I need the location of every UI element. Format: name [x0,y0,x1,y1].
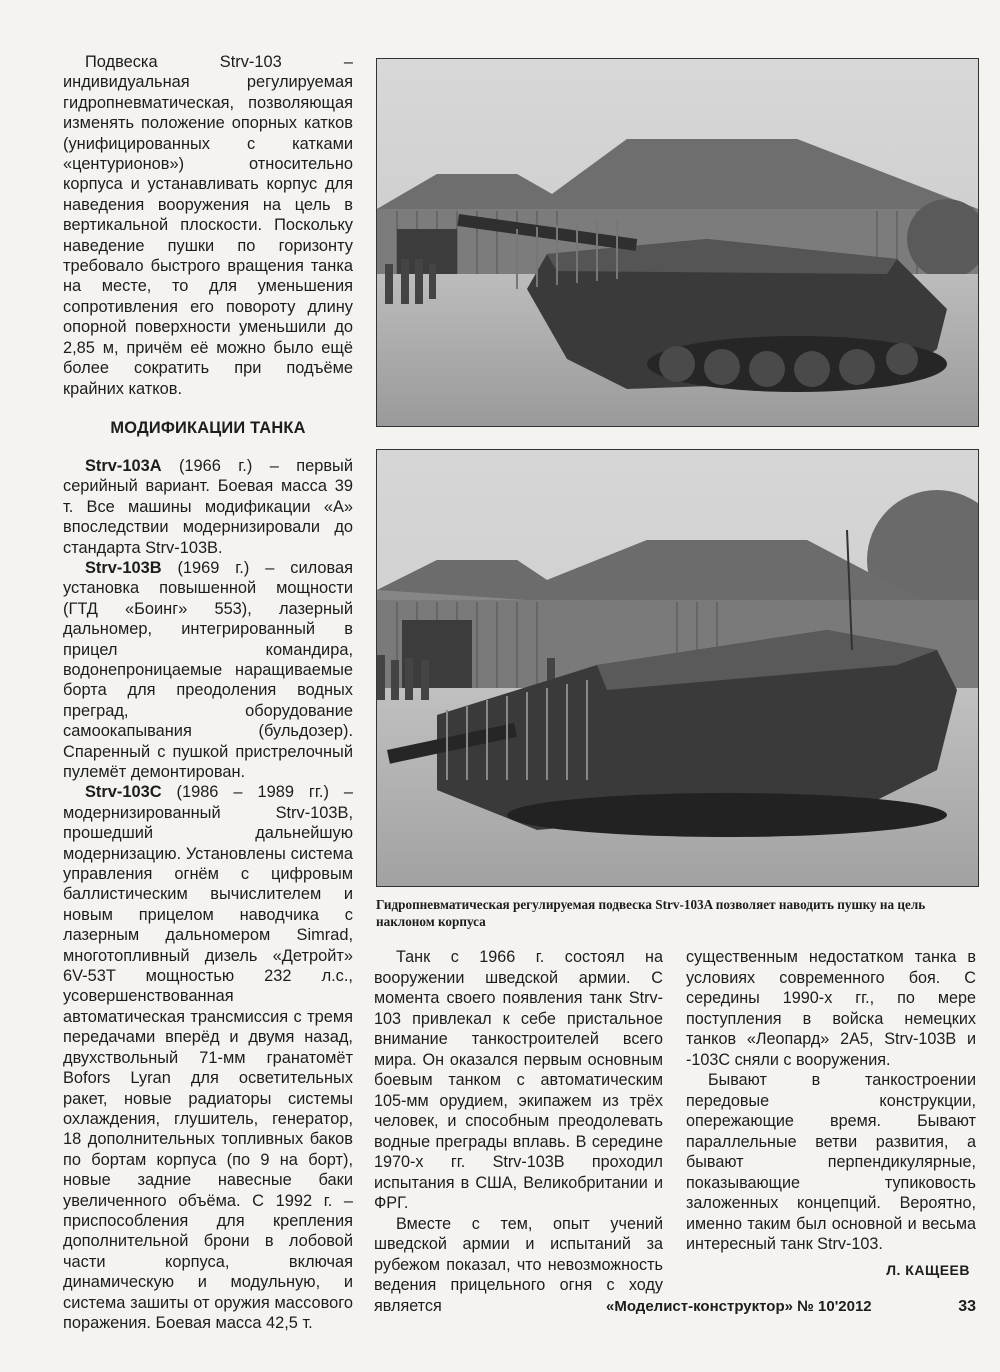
page-number: 33 [958,1298,976,1315]
right-text-column [686,947,976,1255]
tank-photo-side-view [376,58,979,427]
mod-b-paragraph [63,558,353,782]
author-signature: Л. КАЩЕЕВ [886,1262,970,1278]
photo-caption: Гидропневматическая регулируемая подвеска Strv-103A позволяет наводить пушку на цель наклоном корпуса [376,897,926,929]
tank-front-illustration [377,450,978,886]
mod-b-title: Strv-103B [85,558,162,577]
tank-photo-front-view [376,449,979,887]
mod-a-paragraph [63,456,353,558]
mod-a-title: Strv-103A [85,456,162,475]
magazine-issue: «Моделист-конструктор» № 10'2012 [606,1298,872,1315]
tank-side-illustration [377,59,978,426]
mod-c-paragraph [63,782,353,1333]
left-text-column [63,52,353,1333]
trials-paragraph: Вместе с тем, опыт учений шведской армии и испытаний за рубежом показал, что невозможность ведения прицельного огня с ходу является [374,1214,663,1315]
middle-text-column [374,947,663,1316]
withdrawal-paragraph: существенным недостатком танка в условиях современного боя. С середины 1990-х гг., по мере поступления в войска немецких танков «Леопард» 2A5, Strv-103B и -103C сняли с вооружения. [686,948,976,1069]
mod-c-text: (1986 – 1989 гг.) – модернизированный Strv-103B, прошедший дальнейшую модернизацию. Установлены система управления огнём с цифровым баллистическим вычислителем и новым прицелом наводчика с лазерным дальномером Simrad, многотопливный дизель «Детройт» 6V-53T мощностью 232 л.с., усовершенствованная автоматическая трансмиссия с тремя передачами вперёд и двумя назад, двухствольный 71-мм гранатомёт Bofors Lyran для осветительных ракет, новые радиаторы системы охлаждения, глушитель, генератор, 18 дополнительных топливных баков по бортам корпуса (по 9 на борт), новые задние навесные баки увеличенного объёма. С 1992 г. – приспособления для крепления дополнительной брони в лобовой части корпуса, включая динамическую и модульную, и система зашиты от оружия массового поражения. Боевая масса 42,5 т. [63,783,353,1332]
section-heading: МОДИФИКАЦИИ ТАНКА [110,418,306,437]
suspension-paragraph: Подвеска Strv-103 – индивидуальная регулируемая гидропневматическая, позволяющая изменять положение опорных катков (унифицированных с катками «центурионов») относительно корпуса и устанавливать корпус для наведения вооружения на цель в вертикальной плоскости. Поскольку наведение пушки по горизонту требовало быстрого вращения танка на месте, то для уменьшения сопротивления его повороту длину опорной поверхности уменьшили до 2,85 м, причём её можно было ещё более сократить при подъёме крайних катков. [63,53,353,398]
mod-c-title: Strv-103C [85,783,162,802]
mod-b-text: (1969 г.) – силовая установка повышенной мощности (ГТД «Боинг» 553), лазерный дальномер, интегрированный в прицел командира, водонепроницаемые наращиваемые борта для преодоления водных преград, оборудование самоокапывания (бульдозер). Спаренный с пушкой пристрелочный пулемёт демонтирован. [63,558,353,781]
mod-a-text: (1966 г.) – первый серийный вариант. Боевая масса 39 т. Все машины модификации «А» впоследствии модернизировали до стандарта Strv-103B. [63,456,353,557]
service-paragraph: Танк с 1966 г. состоял на вооружении шведской армии. С момента своего появления танк Strv-103 привлекал к себе пристальное внимание танкостроителей всего мира. Он оказался первым основным боевым танком с автоматическим 105-мм орудием, экипажем из трёх человек, и способным преодолевать водные преграды вплавь. В середине 1970-х гг. Strv-103B проходил испытания в США, Великобритании и ФРГ. [374,948,663,1212]
conclusion-paragraph: Бывают в танкостроении передовые конструкции, опережающие время. Бывают параллельные ветви развития, а бывают перпендикулярные, показывающие тупиковость заложенных концепций. Вероятно, именно таким был основной и весьма интересный танк Strv-103. [686,1071,976,1253]
